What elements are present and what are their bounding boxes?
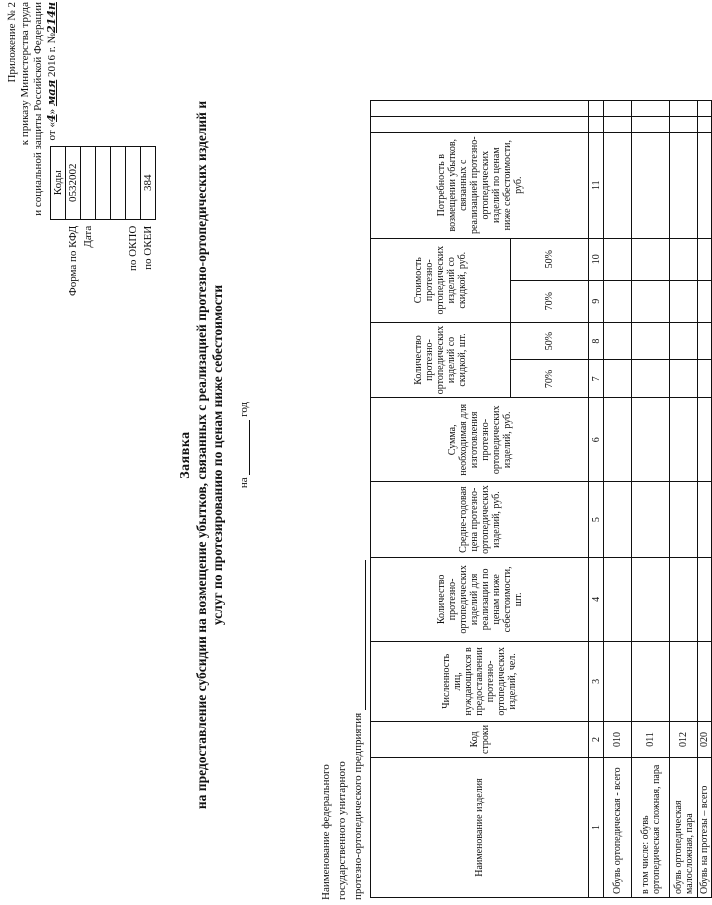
row-name: Обувь ортопедическая - всего (604, 758, 632, 898)
header-p50a: 50% (511, 322, 589, 360)
codes-label-date: Дата (81, 225, 94, 248)
col-number-6: 6 (589, 398, 604, 482)
col-number-7: 7 (589, 360, 604, 398)
appendix-line-3: и социальной защиты Российской Федерации (32, 2, 44, 216)
codes-header: Коды (51, 146, 66, 219)
col-number-10: 10 (589, 238, 604, 280)
codes-label-4 (111, 219, 126, 299)
header-c3: Численность лиц, нуждающихся в предоставлении протезно-ортопедических изделий, чел. (371, 641, 589, 721)
row-code: 012 (670, 721, 698, 757)
period-line (238, 345, 250, 545)
subsidy-table (370, 100, 712, 898)
codes-block (50, 146, 156, 299)
header-c78: Количество протезно-ортопедических изделий со скидкой, шт. (371, 322, 511, 398)
title-line-3: услуг по протезированию по ценам ниже себестоимости (210, 284, 225, 626)
codes-value-3[interactable] (96, 146, 111, 219)
title-line-1: Заявка (178, 431, 193, 479)
order-number: 214н (45, 2, 58, 33)
codes-value-okpo[interactable] (126, 146, 141, 219)
enterprise-blank[interactable] (355, 560, 366, 710)
col-number-4: 4 (589, 557, 604, 641)
col-number-3: 3 (589, 641, 604, 721)
enterprise-name (318, 510, 366, 900)
period-prefix: на (238, 477, 250, 489)
row-code: 020 (698, 721, 712, 757)
codes-value-4[interactable] (111, 146, 126, 219)
date-day: 4 (45, 114, 58, 123)
row-name: Обувь на протезы – всего (698, 758, 712, 898)
header-c4: Количество протезно-ортопедических изделий для реализации по ценам ниже себестоимости, шт. (371, 557, 589, 641)
col-number-2: 2 (589, 721, 604, 757)
header-extra-1 (371, 116, 589, 132)
codes-value-okei: 384 (141, 146, 156, 219)
codes-label-form: Форма по КФД (66, 225, 79, 296)
header-c910: Стоимость протезно-ортопедических изделий со скидкой, руб. (371, 238, 511, 322)
date-year: 2016 г. № (46, 32, 58, 78)
enterprise-line-1: Наименование федерального (320, 764, 332, 900)
header-c11: Потребность в возмещении убытков, связанных с реализацией протезно-ортопедических изделий по ценам ниже себестоимости, руб. (371, 132, 589, 238)
header-name: Наименование изделия (371, 758, 589, 898)
date-month: мая (45, 79, 58, 107)
header-c6: Сумма, необходимая для изготовления протезно-ортопедических изделий, руб. (371, 398, 589, 482)
codes-value-form: 0532002 (66, 146, 81, 219)
header-code: Код строки (371, 721, 589, 757)
row-code: 010 (604, 721, 632, 757)
codes-label-3 (96, 219, 111, 299)
enterprise-line-3: протезно-ортопедического предприятия (352, 712, 364, 900)
col-number-5: 5 (589, 482, 604, 558)
table-row (670, 100, 698, 897)
table-row (632, 100, 670, 897)
appendix-line-1: Приложение № 2 (6, 2, 18, 83)
col-number-1: 1 (589, 758, 604, 898)
header-p70b: 70% (511, 280, 589, 322)
header-extra-2 (371, 100, 589, 116)
header-p50b: 50% (511, 238, 589, 280)
document-title (178, 25, 226, 885)
header-c5: Средне-годовая цена протезно-ортопедических изделий, руб. (371, 482, 589, 558)
enterprise-line-3-row (350, 510, 366, 900)
date-prefix: от « (46, 122, 58, 141)
date-mid: » (46, 108, 58, 115)
codes-label-okpo: по ОКПО (126, 225, 139, 272)
codes-value-date[interactable] (81, 146, 96, 219)
col-number-8: 8 (589, 322, 604, 360)
row-code: 011 (632, 721, 670, 757)
col-number-9: 9 (589, 280, 604, 322)
period-suffix: год (238, 401, 250, 417)
table-row (698, 100, 712, 897)
enterprise-line-2: государственного унитарного (336, 761, 348, 900)
codes-label-okei: по ОКЕИ (141, 225, 154, 270)
col-number-11: 11 (589, 132, 604, 238)
appendix-line-2: к приказу Министерства труда (19, 2, 31, 146)
row-name: обувь ортопедическая малосложная, пара (670, 758, 698, 898)
title-line-2: на предоставление субсидии на возмещение убытков, связанных с реализацией протезно-ортопедических изделий и (194, 100, 209, 810)
header-p70a: 70% (511, 360, 589, 398)
row-name: в том числе: обувь ортопедическая сложная, пара (632, 758, 670, 898)
period-blank[interactable] (239, 420, 250, 475)
table-row (604, 100, 632, 897)
